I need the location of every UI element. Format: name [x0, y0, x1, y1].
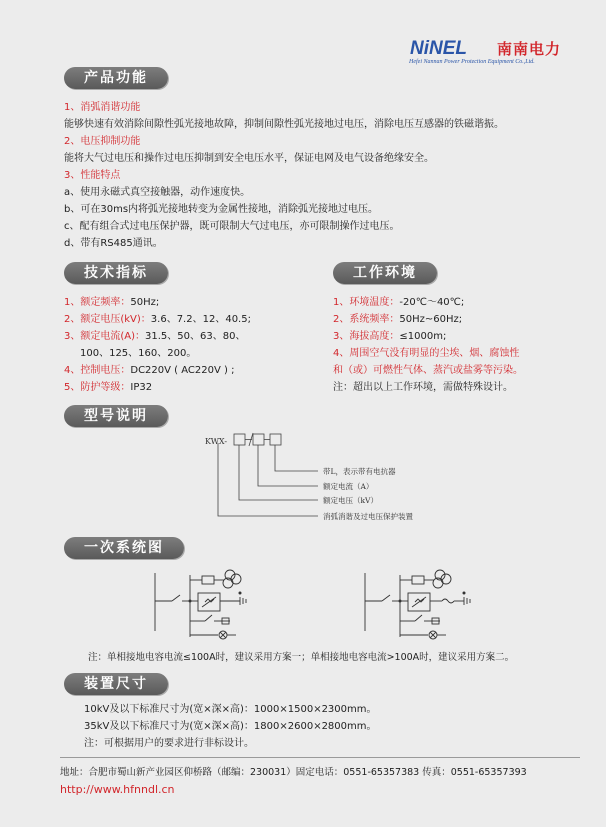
env-altitude	[333, 330, 446, 344]
spec-value: 3.6、7.2、12、40.5;	[150, 314, 251, 325]
spec-value: 31.5、50、63、80、	[145, 331, 246, 342]
company-logo: NiNEL	[410, 38, 467, 59]
dimension-10kv: 10kV及以下标准尺寸为(宽×深×高)：1000×1500×2300mm。	[84, 704, 377, 715]
model-prefix: KWX-	[205, 437, 228, 446]
model-box-voltage	[234, 434, 245, 445]
feature-item: b、可在30ms内将弧光接地转变为金属性接地，消除弧光接地过电压。	[64, 204, 379, 215]
dimension-35kv: 35kV及以下标准尺寸为(宽×深×高)：1800×2600×2800mm。	[84, 721, 377, 732]
spec-current	[64, 330, 245, 344]
scheme-one-diagram	[150, 565, 280, 650]
function-item2-text: 能将大气过电压和操作过电压抑制到安全电压水平，保证电网及电气设备绝缘安全。	[64, 153, 434, 164]
spec-value: DC220V ( AC220V ) ;	[130, 365, 235, 376]
feature-item: d、带有RS485通讯。	[64, 238, 163, 249]
spec-label: 4、控制电压：	[64, 365, 131, 376]
env-label: 3、海拔高度：	[333, 331, 400, 342]
env-label: 2、系统频率：	[333, 314, 400, 325]
spec-frequency	[64, 296, 159, 310]
spec-label: 3、额定电流(A)：	[64, 331, 146, 342]
function-item1-text: 能够快速有效消除间隙性弧光接地故障，抑制间隙性弧光接地过电压，消除电压互感器的铁磁谐振。	[64, 119, 504, 130]
env-air-quality: 4、周围空气没有明显的尘埃、烟、腐蚀性	[333, 348, 520, 359]
env-note: 注：超出以上工作环境，需做特殊设计。	[333, 382, 513, 393]
model-legend-item: 额定电流（A）	[323, 482, 374, 491]
spec-label: 1、额定频率：	[64, 297, 131, 308]
section-title-primary-system: 一次系统图	[64, 537, 184, 559]
spec-protection	[64, 381, 152, 395]
spec-label: 2、额定电压(kV)：	[64, 314, 151, 325]
env-value: 50Hz~60Hz;	[399, 314, 463, 325]
env-value: ≤1000m;	[399, 331, 447, 342]
section-title-functions: 产品功能	[64, 67, 168, 89]
footer-divider	[60, 757, 580, 758]
env-temperature	[333, 296, 464, 310]
feature-item: c、配有组合式过电压保护器，既可限制大气过电压，亦可限制操作过电压。	[64, 221, 400, 232]
env-label: 1、环境温度：	[333, 297, 400, 308]
function-item3-title: 3、性能特点	[64, 170, 121, 181]
spec-control-voltage	[64, 364, 234, 378]
scheme-two-diagram	[360, 565, 490, 650]
spec-current-cont: 100、125、160、200。	[80, 348, 197, 359]
model-legend-item: 额定电压（kV）	[323, 496, 378, 505]
section-title-environment: 工作环境	[333, 262, 437, 284]
section-title-dimensions: 装置尺寸	[64, 673, 168, 695]
section-title-model: 型号说明	[64, 405, 168, 427]
function-item2-title: 2、电压抑制功能	[64, 136, 141, 147]
env-value: -20℃～40℃;	[399, 297, 465, 308]
model-legend-item: 消弧消谐及过电压保护装置	[323, 512, 413, 521]
spec-value: 50Hz;	[130, 297, 160, 308]
spec-value: IP32	[130, 382, 153, 393]
feature-item: a、使用永磁式真空接触器，动作速度快。	[64, 187, 251, 198]
footer-url[interactable]: http://www.hfnndl.cn	[60, 783, 175, 796]
company-name-cn: 南南电力	[497, 40, 562, 58]
footer-address: 地址：合肥市蜀山新产业园区仰桥路（邮编：230031）固定电话：0551-65357383 传真：0551-65357393	[60, 767, 527, 778]
spec-voltage	[64, 313, 251, 327]
model-box-reactor	[270, 434, 281, 445]
dimension-note: 注：可根据用户的要求进行非标设计。	[84, 738, 254, 749]
env-frequency	[333, 313, 462, 327]
company-name-en: Hefei Nannan Power Protection Equipment Co.,Ltd.	[409, 59, 535, 65]
spec-label: 5、防护等级：	[64, 382, 131, 393]
section-title-specs: 技术指标	[64, 262, 168, 284]
model-box-current	[253, 434, 264, 445]
primary-system-note: 注：单相接地电容电流≤100A时，建议采用方案一；单相接地电容电流>100A时，建议采用方案二。	[88, 652, 515, 663]
model-legend-item: 带L，表示带有电抗器	[323, 467, 396, 476]
function-item1-title: 1、消弧消谐功能	[64, 102, 141, 113]
env-air-quality-cont: 和（或）可燃性气体、蒸汽或盐雾等污染。	[333, 365, 523, 376]
